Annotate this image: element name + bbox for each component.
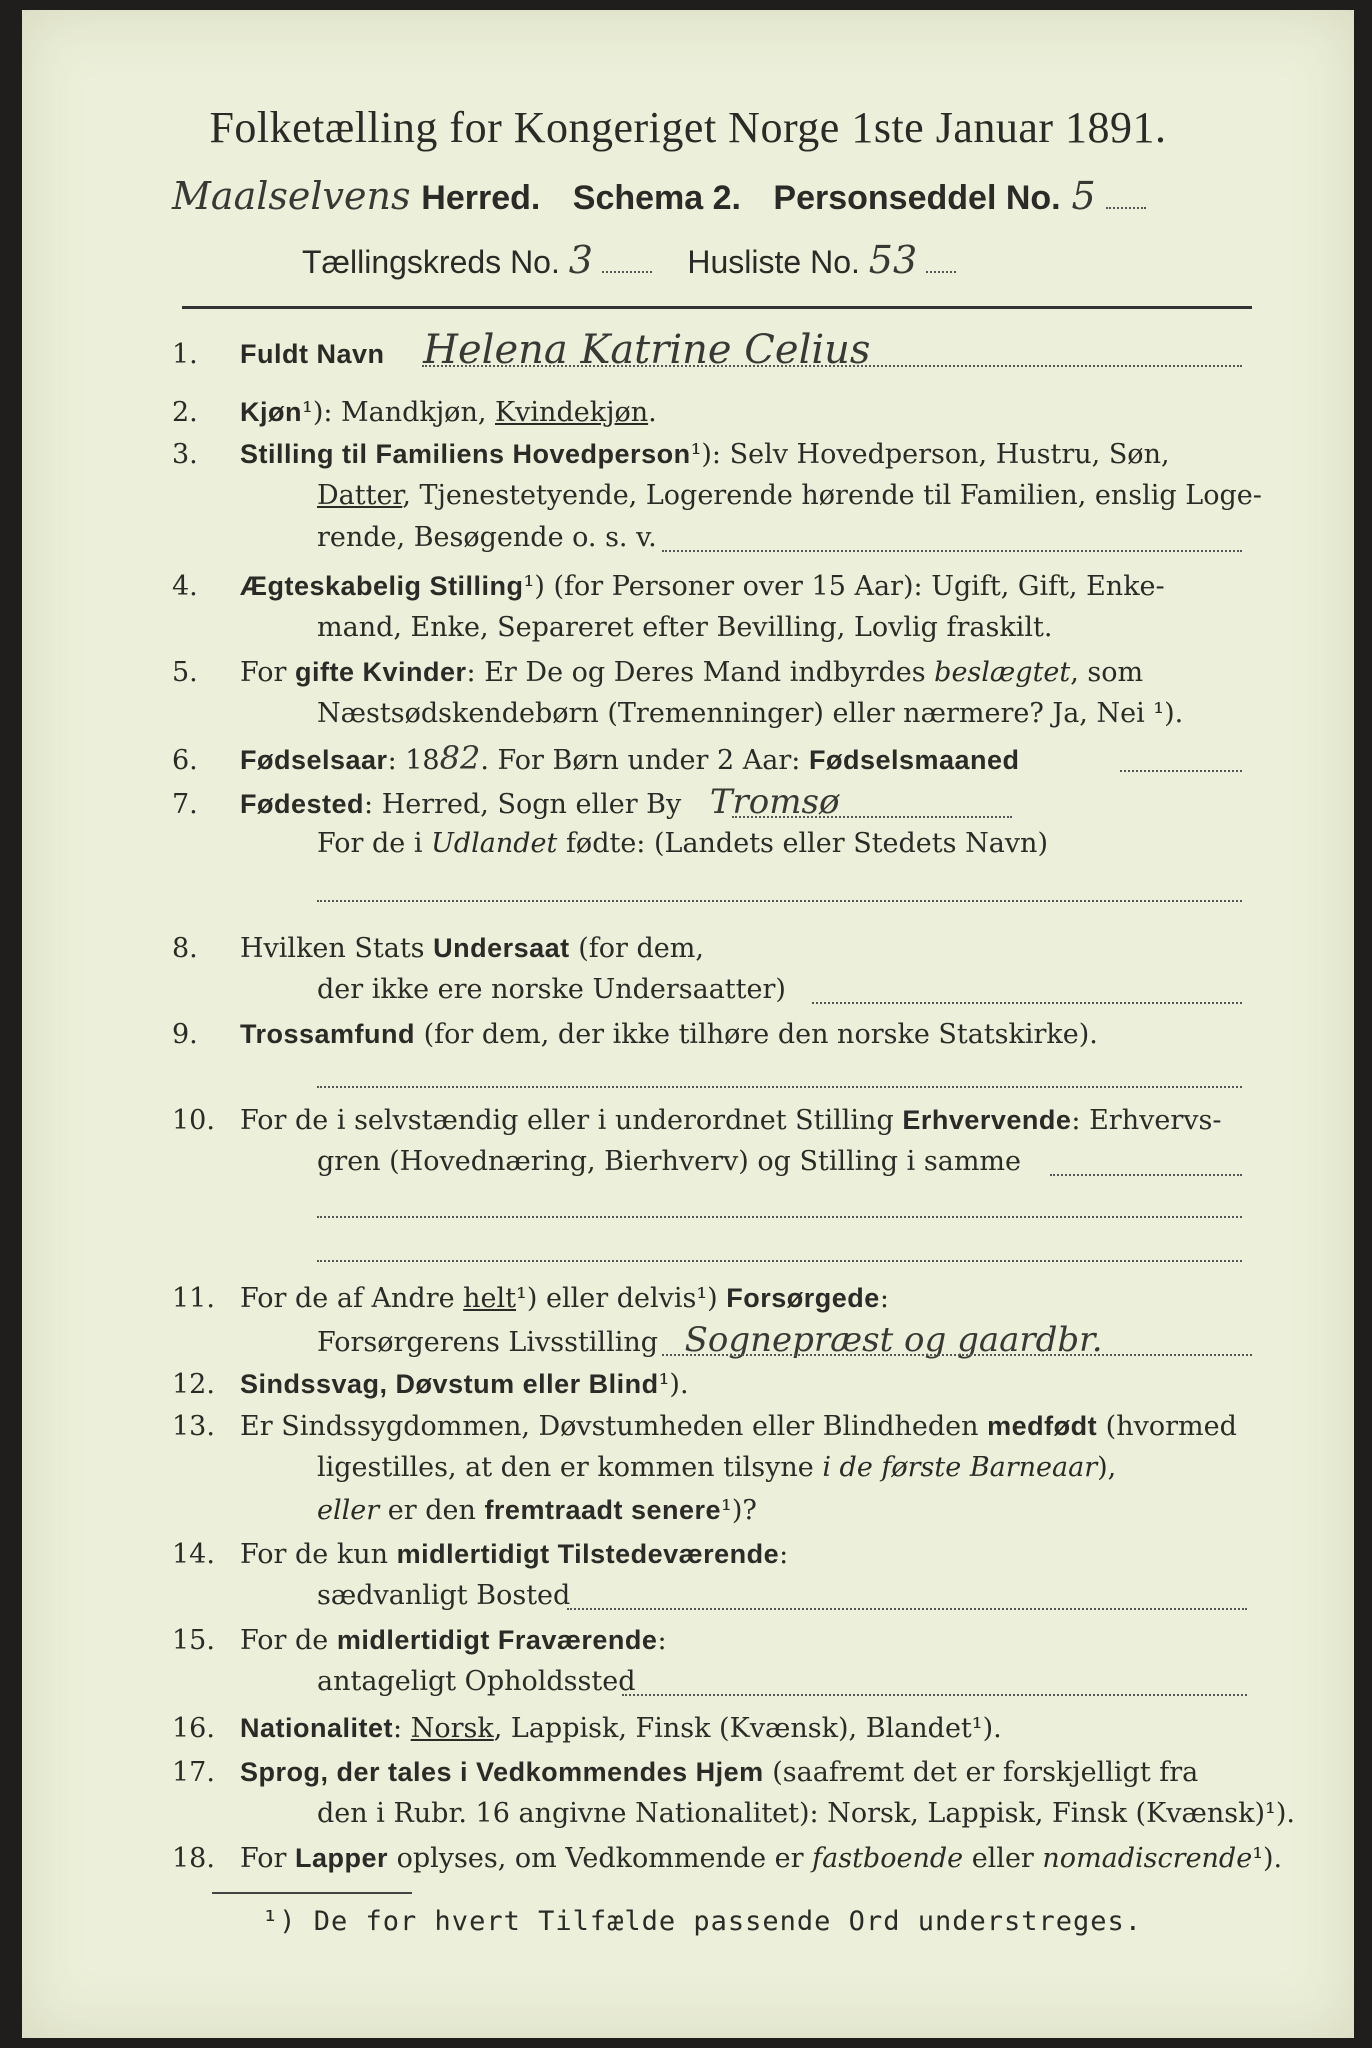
- item-14: 14. For de kun midlertidigt Tilstedeværende:: [172, 1539, 789, 1570]
- trossamfund-label: Trossamfund: [240, 1019, 416, 1049]
- herred-value: Maalselvens: [172, 174, 411, 218]
- schema-label: Schema 2.: [572, 179, 741, 217]
- erhvervende-label: Erhvervende: [902, 1105, 1072, 1135]
- item-3: 3. Stilling til Familiens Hovedperson¹): Selv Hovedperson, Hustru, Søn,: [172, 439, 1170, 470]
- kreds-value: 3: [568, 238, 593, 282]
- item-11: 11. For de af Andre helt¹) eller delvis¹) Forsørgede:: [172, 1283, 889, 1314]
- nationalitet-label: Nationalitet: [240, 1713, 394, 1743]
- herred-label: Herred.: [421, 179, 541, 217]
- forsorger-value: Sognepræst og gaardbr.: [684, 1320, 1103, 1360]
- item-8: 8. Hvilken Stats Undersaat (for dem,: [172, 933, 704, 964]
- kjon-selected: Kvindekjøn: [495, 397, 649, 428]
- header-line-herred: [172, 174, 1146, 218]
- stilling-selected: Datter: [317, 480, 403, 511]
- item-6: 6. Fødselsaar: 1882. For Børn under 2 Aar: Fødselsmaaned: [172, 739, 1020, 777]
- header-line-kreds: [302, 238, 956, 282]
- item-10: 10. For de i selvstændig eller i underordnet Stilling Erhvervende: Erhvervs-: [172, 1105, 1222, 1136]
- husliste-value: 53: [868, 238, 918, 282]
- fodselsmaaned-label: Fødselsmaaned: [808, 745, 1020, 775]
- fravaerende-label: midlertidigt Fraværende: [336, 1625, 658, 1655]
- fodested-label: Fødested: [240, 789, 365, 819]
- aegteskab-label: Ægteskabelig Stilling: [240, 571, 524, 601]
- census-form: Folketælling for Kongeriget Norge 1ste Januar 1891. Maalselvens Herred. Schema 2. Personseddel No. 5 Tællingskreds No. 3 Husliste No. 53 1. Fuldt Navn Helena Katrine Celius 2. Kjøn¹): Mandkjøn, Kvindekjøn. 3. Stilling til Familiens Hovedperson¹): Selv Hovedperson, Hustru, Søn, Datter, Tjenestetyende, Logerende hørende til Familien, enslig Loge- rende, Besøgende o. s. v. 4. Ægteskabelig Stilling¹) (for Personer over 15 Aar): Ugift, Gift, Enke- mand, Enke, Separeret efter Bevilling, Lovlig fraskilt. 5. For gifte Kvinder: Er De og Deres Mand indbyrdes beslægtet, som Næstsødskendebørn (Tremenninger) eller nærmere? Ja, Nei ¹). 6. Fødselsaar: 1882. For Børn under 2 Aar: Fødselsmaaned 7. Fødested: Herred, Sogn eller By Tromsø For de i Udlandet fødte: (Landets eller Stedets Navn) 8. Hvilken Stats Undersaat (for dem, der ikke ere norske Undersaatter) 9. Trossamfund (for dem, der ikke tilhøre den norske Statskirke). 10. For de i selvstændig eller i underordnet Stilling Erhvervende: Erhvervs- gren (Hovednæring, Bierhverv) og Stilling i samme 11. For de af Andre helt¹) eller delvis¹) Forsørgede: Forsørgerens Livsstilling Sognepræst og gaardbr. 12. Sindssvag, Døvstum eller Blind¹). 13. Er Sindssygdommen, Døvstumheden eller Blindheden medfødt (hvormed ligestilles, at den er kommen tilsyne i de første Barneaar), eller er den fremtraadt senere¹)? 14. For de kun midlertidigt Tilstedeværende: sædvanligt Bosted 15. For de midlertidigt Fraværende: antageligt Opholdssted 16. Nationalitet: Norsk, Lappisk, Finsk (Kvænsk), Blandet¹). 17. Sprog, der tales i Vedkommendes Hjem (saafremt det er forskjelligt fra den i Rubr. 16 angivne Nationalitet): Norsk, Lappisk, Finsk (Kvænsk)¹). 18. For Lapper oplyses, om Vedkommende er fastboende eller nomadiscrende¹). ¹) De for hvert Tilfælde passende Ord understreges.: [22, 10, 1354, 2038]
- tilstedevaerende-label: midlertidigt Tilstedeværende: [396, 1539, 780, 1569]
- personseddel-value: 5: [1071, 174, 1096, 218]
- item-16: 16. Nationalitet: Norsk, Lappisk, Finsk (Kvænsk), Blandet¹).: [172, 1713, 1002, 1744]
- item-4: 4. Ægteskabelig Stilling¹) (for Personer over 15 Aar): Ugift, Gift, Enke-: [172, 571, 1165, 602]
- footnote-rule: [212, 1892, 412, 1894]
- kjon-label: Kjøn: [240, 397, 302, 427]
- personseddel-label: Personseddel No.: [773, 179, 1061, 217]
- full-name-label: Fuldt Navn: [240, 339, 385, 369]
- lapper-label: Lapper: [295, 1843, 389, 1873]
- forsorget-selected: helt: [463, 1283, 517, 1314]
- forsorgede-label: Forsørgede: [726, 1283, 880, 1313]
- footnote: ¹) De for hvert Tilfælde passende Ord understreges.: [262, 1906, 1143, 1937]
- stilling-label: Stilling til Familiens Hovedperson: [240, 439, 691, 469]
- item-2: 2. Kjøn¹): Mandkjøn, Kvindekjøn.: [172, 397, 657, 428]
- item-12: 12. Sindssvag, Døvstum eller Blind¹).: [172, 1369, 689, 1400]
- fodselsaar-label: Fødselsaar: [240, 745, 388, 775]
- undersaat-label: Undersaat: [433, 933, 570, 963]
- item-15: 15. For de midlertidigt Fraværende:: [172, 1625, 667, 1656]
- item-9: 9. Trossamfund (for dem, der ikke tilhøre den norske Statskirke).: [172, 1019, 1098, 1050]
- fremtraadt-label: fremtraadt senere: [484, 1495, 722, 1525]
- item-1: 1. Fuldt Navn Helena Katrine Celius: [172, 327, 871, 373]
- nationalitet-selected: Norsk: [410, 1713, 494, 1744]
- header-rule: [182, 306, 1252, 309]
- full-name-value: Helena Katrine Celius: [423, 327, 871, 373]
- item-5: 5. For gifte Kvinder: Er De og Deres Mand indbyrdes beslægtet, som: [172, 657, 1144, 688]
- item-7: 7. Fødested: Herred, Sogn eller By Tromsø: [172, 782, 840, 822]
- sprog-label: Sprog, der tales i Vedkommendes Hjem: [240, 1757, 764, 1787]
- gifte-kvinder-label: gifte Kvinder: [295, 657, 467, 687]
- item-18: 18. For Lapper oplyses, om Vedkommende er fastboende eller nomadiscrende¹).: [172, 1843, 1283, 1874]
- form-title: Folketælling for Kongeriget Norge 1ste Januar 1891.: [209, 103, 1167, 152]
- medfodt-label: medfødt: [987, 1411, 1098, 1441]
- sindssvag-label: Sindssvag, Døvstum eller Blind: [240, 1369, 659, 1399]
- kreds-label: Tællingskreds No.: [302, 244, 560, 280]
- husliste-label: Husliste No.: [687, 244, 860, 280]
- fodselsaar-value: 82: [439, 739, 481, 777]
- item-13: 13. Er Sindssygdommen, Døvstumheden eller Blindheden medfødt (hvormed: [172, 1411, 1237, 1442]
- fodested-value: Tromsø: [709, 782, 840, 822]
- item-17: 17. Sprog, der tales i Vedkommendes Hjem (saafremt det er forskjelligt fra: [172, 1757, 1199, 1788]
